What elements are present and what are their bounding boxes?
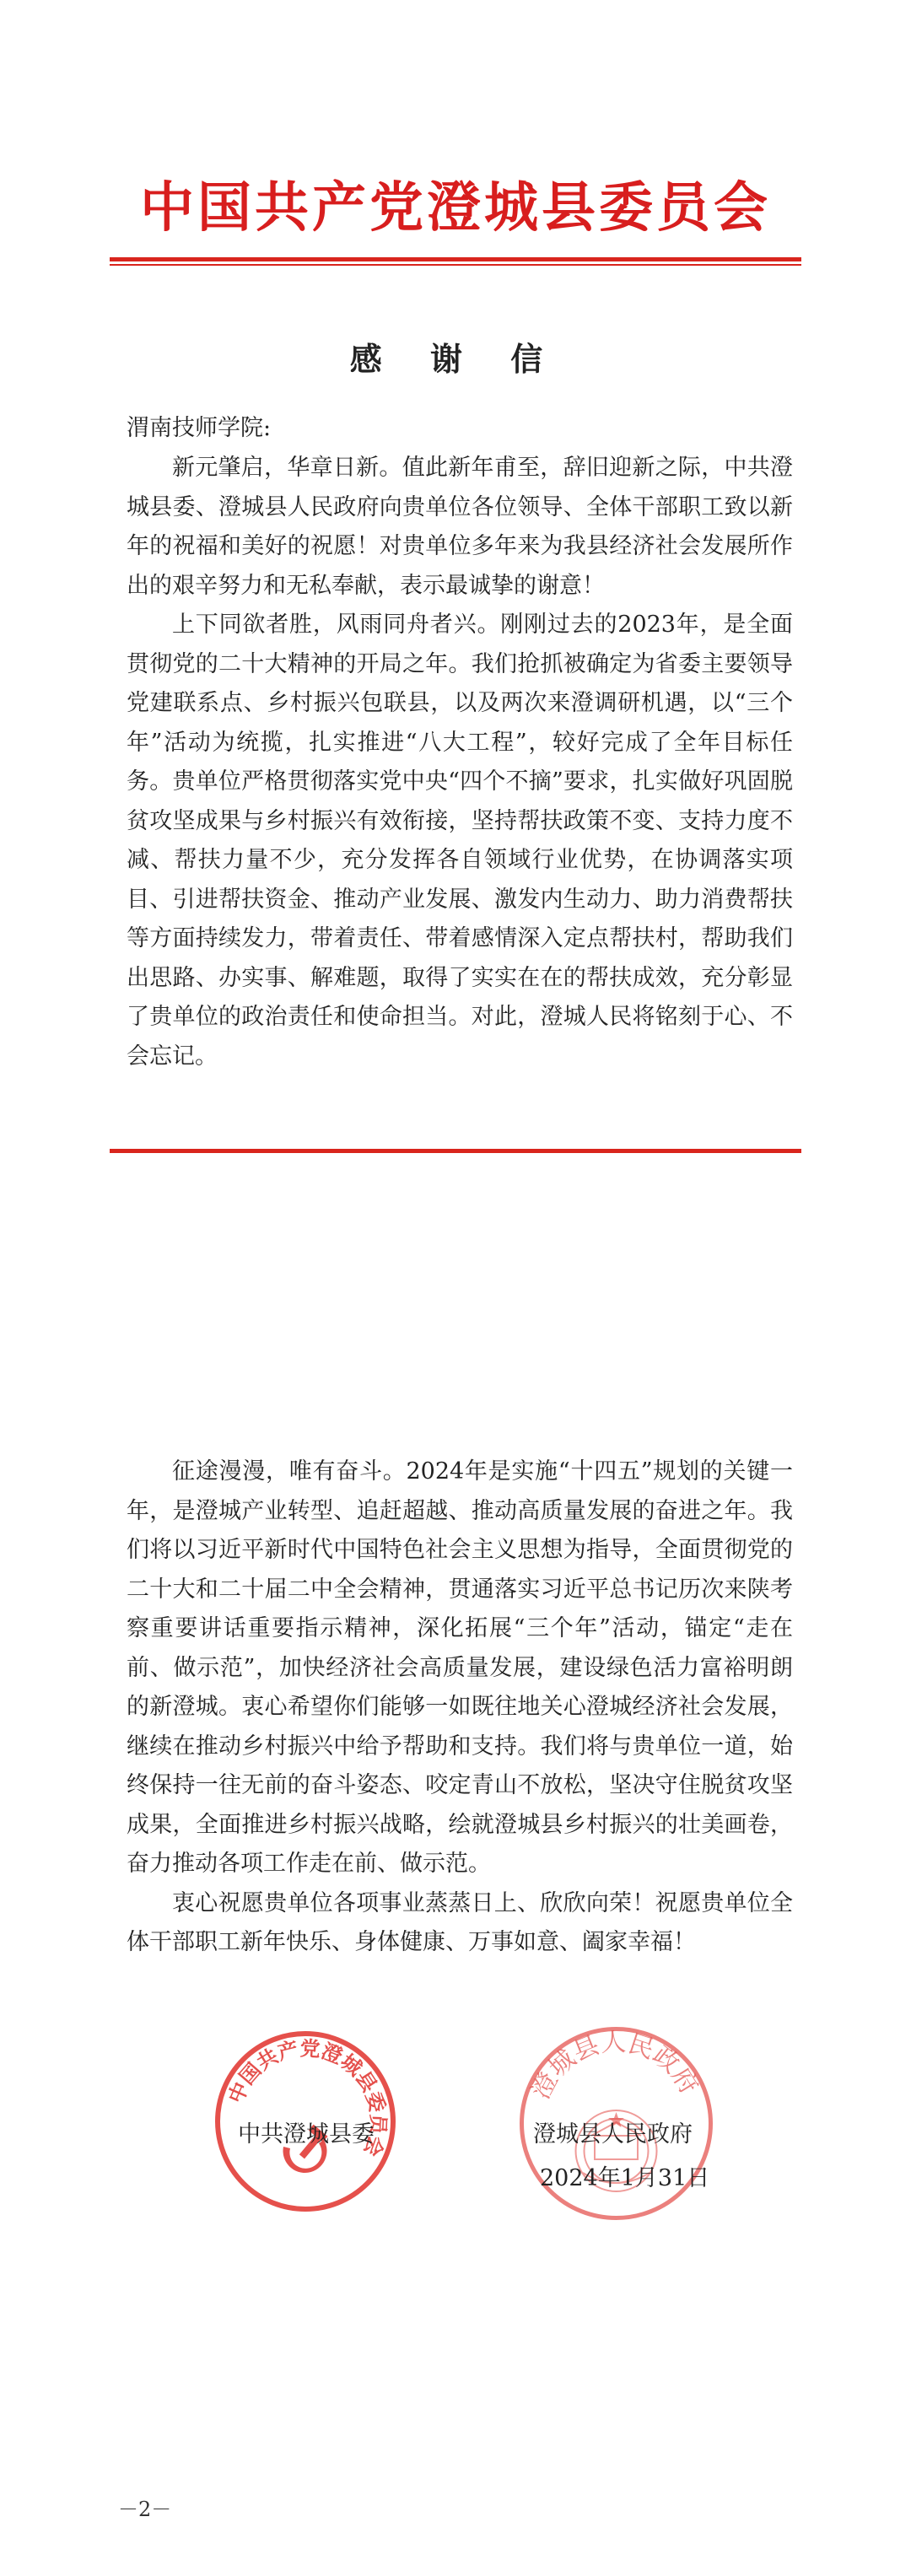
seal-ring-text: 中国共产党澄城县委员会 — [224, 2036, 391, 2160]
svg-text:澄城县人民政府 — [526, 2028, 704, 2104]
page-number: －2－ — [118, 2498, 172, 2521]
salutation: 渭南技师学院: — [127, 415, 272, 441]
letterhead-title: 中国共产党澄城县委员会 — [140, 176, 771, 240]
letterhead-red-rule — [110, 257, 801, 261]
signature-right-org: 澄城县人民政府 — [533, 2121, 693, 2148]
signature-left-org: 中共澄城县委 — [238, 2121, 375, 2148]
body-page1 — [127, 449, 793, 1076]
seal-ring-text: 澄城县人民政府 — [526, 2028, 704, 2104]
paragraph: 新元肇启，华章日新。值此新年甫至，辞旧迎新之际，中共澄城县委、澄城县人民政府向贵单位各位领导、全体干部职工致以新年的祝福和美好的祝愿！对贵单位多年来为我县经济社会发展所作出的艰辛努力和无私奉献，表示最诚挚的谢意！ — [127, 455, 793, 599]
letter-title: 感 谢 信 — [349, 341, 562, 378]
signature-date: 2024年1月31日 — [540, 2165, 710, 2191]
paragraph: 征途漫漫，唯有奋斗。2024年是实施“十四五”规划的关键一年，是澄城产业转型、追赶超越、推动高质量发展的奋进之年。我们将以习近平新时代中国特色社会主义思想为指导，全面贯彻党的二十大和二十届二中全会精神，贯通落实习近平总书记历次来陕考察重要讲话重要指示精神，深化拓展“三个年”活动，锚定“走在前、做示范”，加快经济社会高质量发展，建设绿色活力富裕明朗的新澄城。衷心希望你们能够一如既往地关心澄城经济社会发展，继续在推动乡村振兴中给予帮助和支持。我们将与贵单位一道，始终保持一往无前的奋斗姿态、咬定青山不放松，坚决守住脱贫攻坚成果，全面推进乡村振兴战略，绘就澄城县乡村振兴的壮美画卷，奋力推动各项工作走在前、做示范。 — [127, 1458, 793, 1877]
letterhead-red-rule-thin — [110, 264, 801, 266]
page-break-red-rule — [110, 1149, 801, 1153]
paragraph: 上下同欲者胜，风雨同舟者兴。刚刚过去的2023年，是全面贯彻党的二十大精神的开局之年。我们抢抓被确定为省委主要领导党建联系点、乡村振兴包联县，以及两次来澄调研机遇，以“三个年”活动为统揽，扎实推进“八大工程”，较好完成了全年目标任务。贵单位严格贯彻落实党中央“四个不摘”要求，扎实做好巩固脱贫攻坚成果与乡村振兴有效衔接，坚持帮扶政策不变、支持力度不减、帮扶力量不少，充分发挥各自领域行业优势，在协调落实项目、引进帮扶资金、推动产业发展、激发内生动力、助力消费帮扶等方面持续发力，带着责任、带着感情深入定点帮扶村，帮助我们出思路、办实事、解难题，取得了实实在在的帮扶成效，充分彰显了贵单位的政治责任和使命担当。对此，澄城人民将铭刻于心、不会忘记。 — [127, 612, 793, 1070]
body-page2 — [127, 1452, 793, 1963]
paragraph: 衷心祝愿贵单位各项事业蒸蒸日上、欣欣向荣！祝愿贵单位全体干部职工新年快乐、身体健康、万事如意、阖家幸福！ — [127, 1889, 793, 1955]
